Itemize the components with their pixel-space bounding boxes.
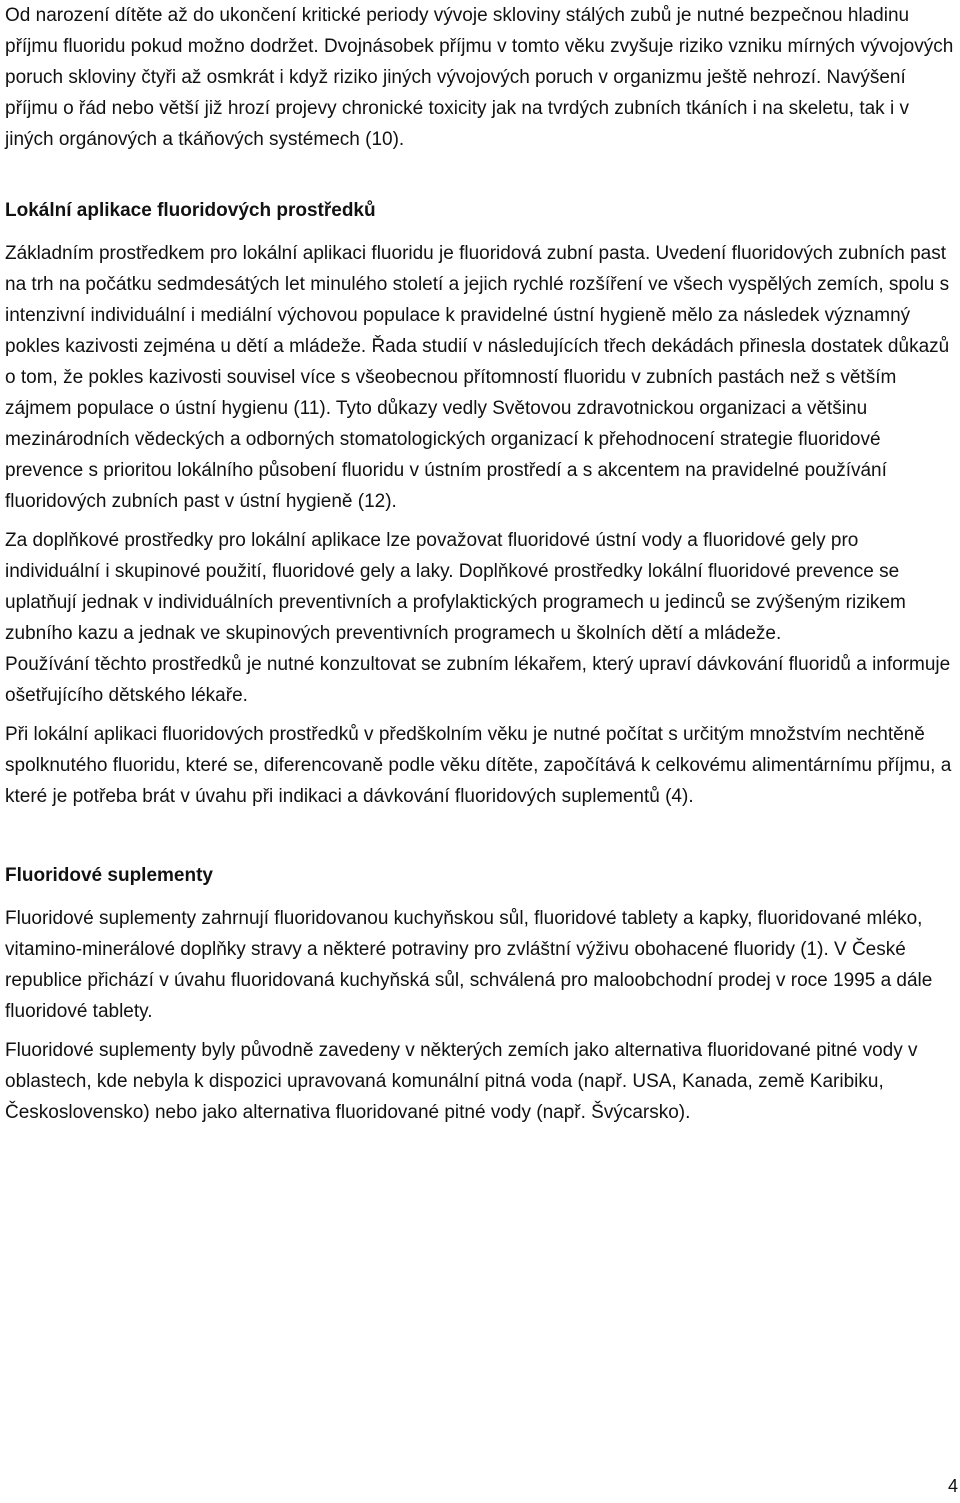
paragraph-supplements-history: Fluoridové suplementy byly původně zavedeny v některých zemích jako alternativa fluoridované pitné vody v oblastech, kde nebyla k dispozici upravovaná komunální pitná voda (např. USA, Kanada, země Karibiku, Československo) nebo jako alternativa fluoridované pitné vody (např. Švýcarsko). bbox=[5, 1040, 918, 1123]
spacer bbox=[5, 517, 955, 525]
paragraph-supplements-overview: Fluoridové suplementy zahrnují fluoridovanou kuchyňskou sůl, fluoridové tablety a kapky, fluoridované mléko, vitamino-minerálové doplňky stravy a některé potraviny pro zvláštní výživu obohacené fluoridy (1). V České republice přichází v úvahu fluoridovaná kuchyňská sůl, schválená pro maloobchodní prodej v roce 1995 a dále fluoridové tablety. bbox=[5, 908, 933, 1022]
spacer bbox=[5, 1027, 955, 1035]
spacer bbox=[5, 711, 955, 719]
section-heading-local-application: Lokální aplikace fluoridových prostředků bbox=[5, 200, 376, 221]
intro-paragraph: Od narození dítěte až do ukončení kritické periody vývoje skloviny stálých zubů je nutné bezpečnou hladinu příjmu fluoridu pokud možno dodržet. Dvojnásobek příjmu v tomto věku zvyšuje riziko vzniku mírných vývojových poruch skloviny čtyři až osmkrát i když riziko jiných vývojových poruch v organizmu ještě nehrozí. Navýšení příjmu o řád nebo větší již hrozí projevy chronické toxicity jak na tvrdých zubních tkáních i na skeletu, tak i v jiných orgánových a tkáňových systémech (10). bbox=[5, 5, 954, 150]
spacer bbox=[5, 812, 955, 860]
paragraph-preschool-age: Při lokální aplikaci fluoridových prostředků v předškolním věku je nutné počítat s určitým množstvím nechtěně spolknutého fluoridu, které se, diferencovaně podle věku dítěte, započítává k celkovému alimentárnímu příjmu, a které je potřeba brát v úvahu při indikaci a dávkování fluoridových suplementů (4). bbox=[5, 724, 952, 807]
section-heading-fluoride-supplements: Fluoridové suplementy bbox=[5, 865, 213, 886]
document-page bbox=[5, 0, 955, 1128]
paragraph-consult-dentist: Používání těchto prostředků je nutné konzultovat se zubním lékařem, který upraví dávkování fluoridů a informuje ošetřujícího dětského lékaře. bbox=[5, 654, 951, 706]
spacer bbox=[5, 155, 955, 195]
spacer bbox=[5, 891, 955, 903]
page-number: 4 bbox=[947, 1476, 958, 1496]
paragraph-supplementary-means: Za doplňkové prostředky pro lokální aplikace lze považovat fluoridové ústní vody a fluoridové gely pro individuální i skupinové použití, fluoridové gely a laky. Doplňkové prostředky lokální fluoridové prevence se uplatňují jednak v individuálních preventivních a profylaktických programech u jedinců se zvýšeným rizikem zubního kazu a jednak ve skupinových preventivních programech u školních dětí a mládeže. bbox=[5, 530, 906, 644]
paragraph-toothpaste: Základním prostředkem pro lokální aplikaci fluoridu je fluoridová zubní pasta. Uvedení fluoridových zubních past na trh na počátku sedmdesátých let minulého století a jejich rychlé rozšíření ve všech vyspělých zemích, spolu s intenzivní individuální i mediální výchovou populace k pravidelné ústní hygieně mělo za následek významný pokles kazivosti zejména u dětí a mládeže. Řada studií v následujících třech dekádách přinesla dostatek důkazů o tom, že pokles kazivosti souvisel více s všeobecnou přítomností fluoridu v zubních pastách než s větším zájmem populace o ústní hygienu (11). Tyto důkazy vedly Světovou zdravotnickou organizaci a většinu mezinárodních vědeckých a odborných stomatologických organizací k přehodnocení strategie fluoridové prevence s prioritou lokálního působení fluoridu v ústním prostředí a s akcentem na pravidelné používání fluoridových zubních past v ústní hygieně (12). bbox=[5, 243, 950, 512]
spacer bbox=[5, 226, 955, 238]
